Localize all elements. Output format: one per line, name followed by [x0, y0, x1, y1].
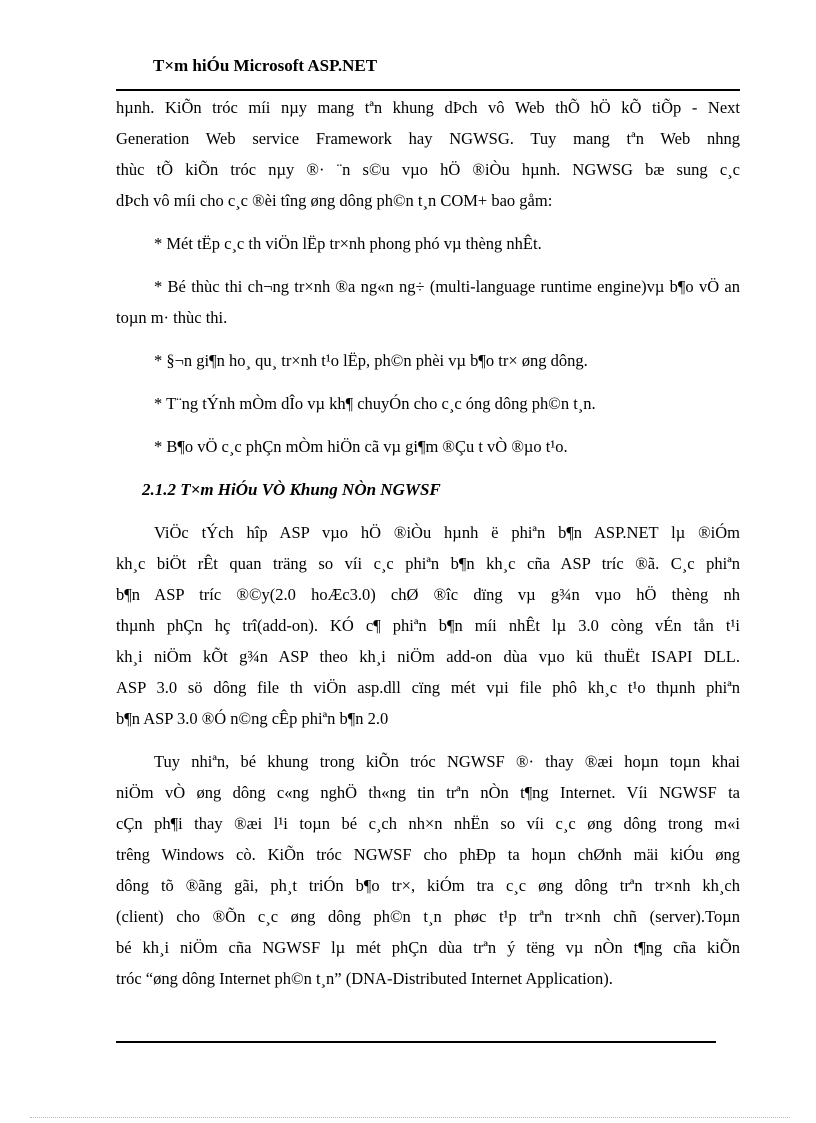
page-header-title: T×m hiÓu Microsoft ASP.NET: [153, 56, 378, 75]
paragraph-line: Tuy nhiªn, bé khung trong kiÕn tróc NGWSF ®· thay ®æi hoµn toµn khai: [154, 752, 740, 771]
paragraph-line: kh¸i niÖm kÕt g¾n ASP theo kh¸i niÖm add-on dùa vµo kü thuËt ISAPI DLL.: [116, 647, 740, 666]
document-body: [116, 92, 740, 1006]
paragraph-line: (client) cho ®Õn c¸c øng dông ph©n t¸n phøc t¹p trªn tr×nh chñ (server).Toµn: [116, 907, 740, 926]
paragraph-line: hµnh. KiÕn tróc míi nµy mang tªn khung dÞch vô Web thÕ hÖ kÕ tiÕp - Next: [116, 98, 740, 117]
paragraph-line: cÇn ph¶i thay ®æi l¹i toµn bé c¸ch nh×n nhËn so víi c¸c øng dông trong m«i: [116, 814, 740, 833]
paragraph-line: b¶n ASP tríc ®©y(2.0 hoÆc3.0) chØ ®îc dïng vµ g¾n vµo hÖ thèng nh: [116, 585, 740, 604]
paragraph-ngwsf-framework: [116, 746, 740, 994]
bullet-item: * B¶o vÖ c¸c phÇn mÒm hiÖn cã vµ gi¶m ®Çu t vÒ ®µo t¹o.: [154, 437, 568, 456]
paragraph-line: ViÖc tÝch hîp ASP vµo hÖ ®iÒu hµnh ë phiªn b¶n ASP.NET lµ ®iÓm: [154, 523, 740, 542]
paragraph-line: Generation Web service Framework hay NGWSG. Tuy mang tªn Web nhng: [116, 129, 740, 148]
bullet-item: * §¬n gi¶n ho¸ qu¸ tr×nh t¹o lËp, ph©n phèi vµ b¶o tr× øng dông.: [154, 351, 588, 370]
paragraph-line: bé kh¸i niÖm cña NGWSF lµ mét phÇn dùa trªn ý tëng vµ nÒn t¶ng cña kiÕn: [116, 938, 740, 957]
paragraph-asp-integration: [116, 517, 740, 734]
page-bottom-border: [30, 1117, 790, 1118]
paragraph-line: kh¸c biÖt rÊt quan träng so víi c¸c phiªn b¶n kh¸c cña ASP tríc ®ã. C¸c phiªn: [116, 554, 740, 573]
paragraph-line: ASP 3.0 sö dông file th viÖn asp.dll cïng mét vµi file phô kh¸c t¹o thµnh phiªn: [116, 678, 740, 697]
paragraph-intro: [116, 92, 740, 216]
bullet-item: * Bé thùc thi ch¬ng tr×nh ®a ng«n ng÷ (multi-language runtime engine)vµ b¶o vÖ an toµn m· thùc thi.: [116, 277, 740, 327]
header-rule: [116, 89, 740, 91]
footer-rule: [116, 1041, 716, 1043]
paragraph-line: tróc “øng dông Internet ph©n t¸n” (DNA-Distributed Internet Application).: [116, 969, 613, 988]
section-heading: 2.1.2 T×m HiÓu VÒ Khung NÒn NGWSF: [142, 480, 441, 499]
paragraph-line: thµnh phÇn hç trî(add-on). KÓ c¶ phiªn b¶n míi nhÊt lµ 3.0 còng vÉn tån t¹i: [116, 616, 740, 635]
paragraph-line: b¶n ASP 3.0 ®Ó n©ng cÊp phiªn b¶n 2.0: [116, 709, 389, 728]
paragraph-line: dông tõ ®ãng gãi, ph¸t triÓn b¶o tr×, kiÓm tra c¸c øng dông trªn tr×nh kh¸ch: [116, 876, 740, 895]
paragraph-line: niÖm vÒ øng dông c«ng nghÖ th«ng tin trªn nÒn t¶ng Internet. Víi NGWSF ta: [116, 783, 740, 802]
paragraph-line: dÞch vô míi cho c¸c ®èi tîng øng dông ph©n t¸n COM+ bao gåm:: [116, 191, 553, 210]
bullet-item: * T¨ng tÝnh mÒm dÎo vµ kh¶ chuyÓn cho c¸c óng dông ph©n t¸n.: [154, 394, 596, 413]
paragraph-line: trêng Windows cò. KiÕn tróc NGWSF cho phÐp ta hoµn chØnh mäi kiÓu øng: [116, 845, 740, 864]
bullet-item: * Mét tËp c¸c th viÖn lËp tr×nh phong phó vµ thèng nhÊt.: [154, 234, 542, 253]
paragraph-line: thùc tÕ kiÕn tróc nµy ®· ¨n s©u vµo hÖ ®iÒu hµnh. NGWSG bæ sung c¸c: [116, 160, 740, 179]
